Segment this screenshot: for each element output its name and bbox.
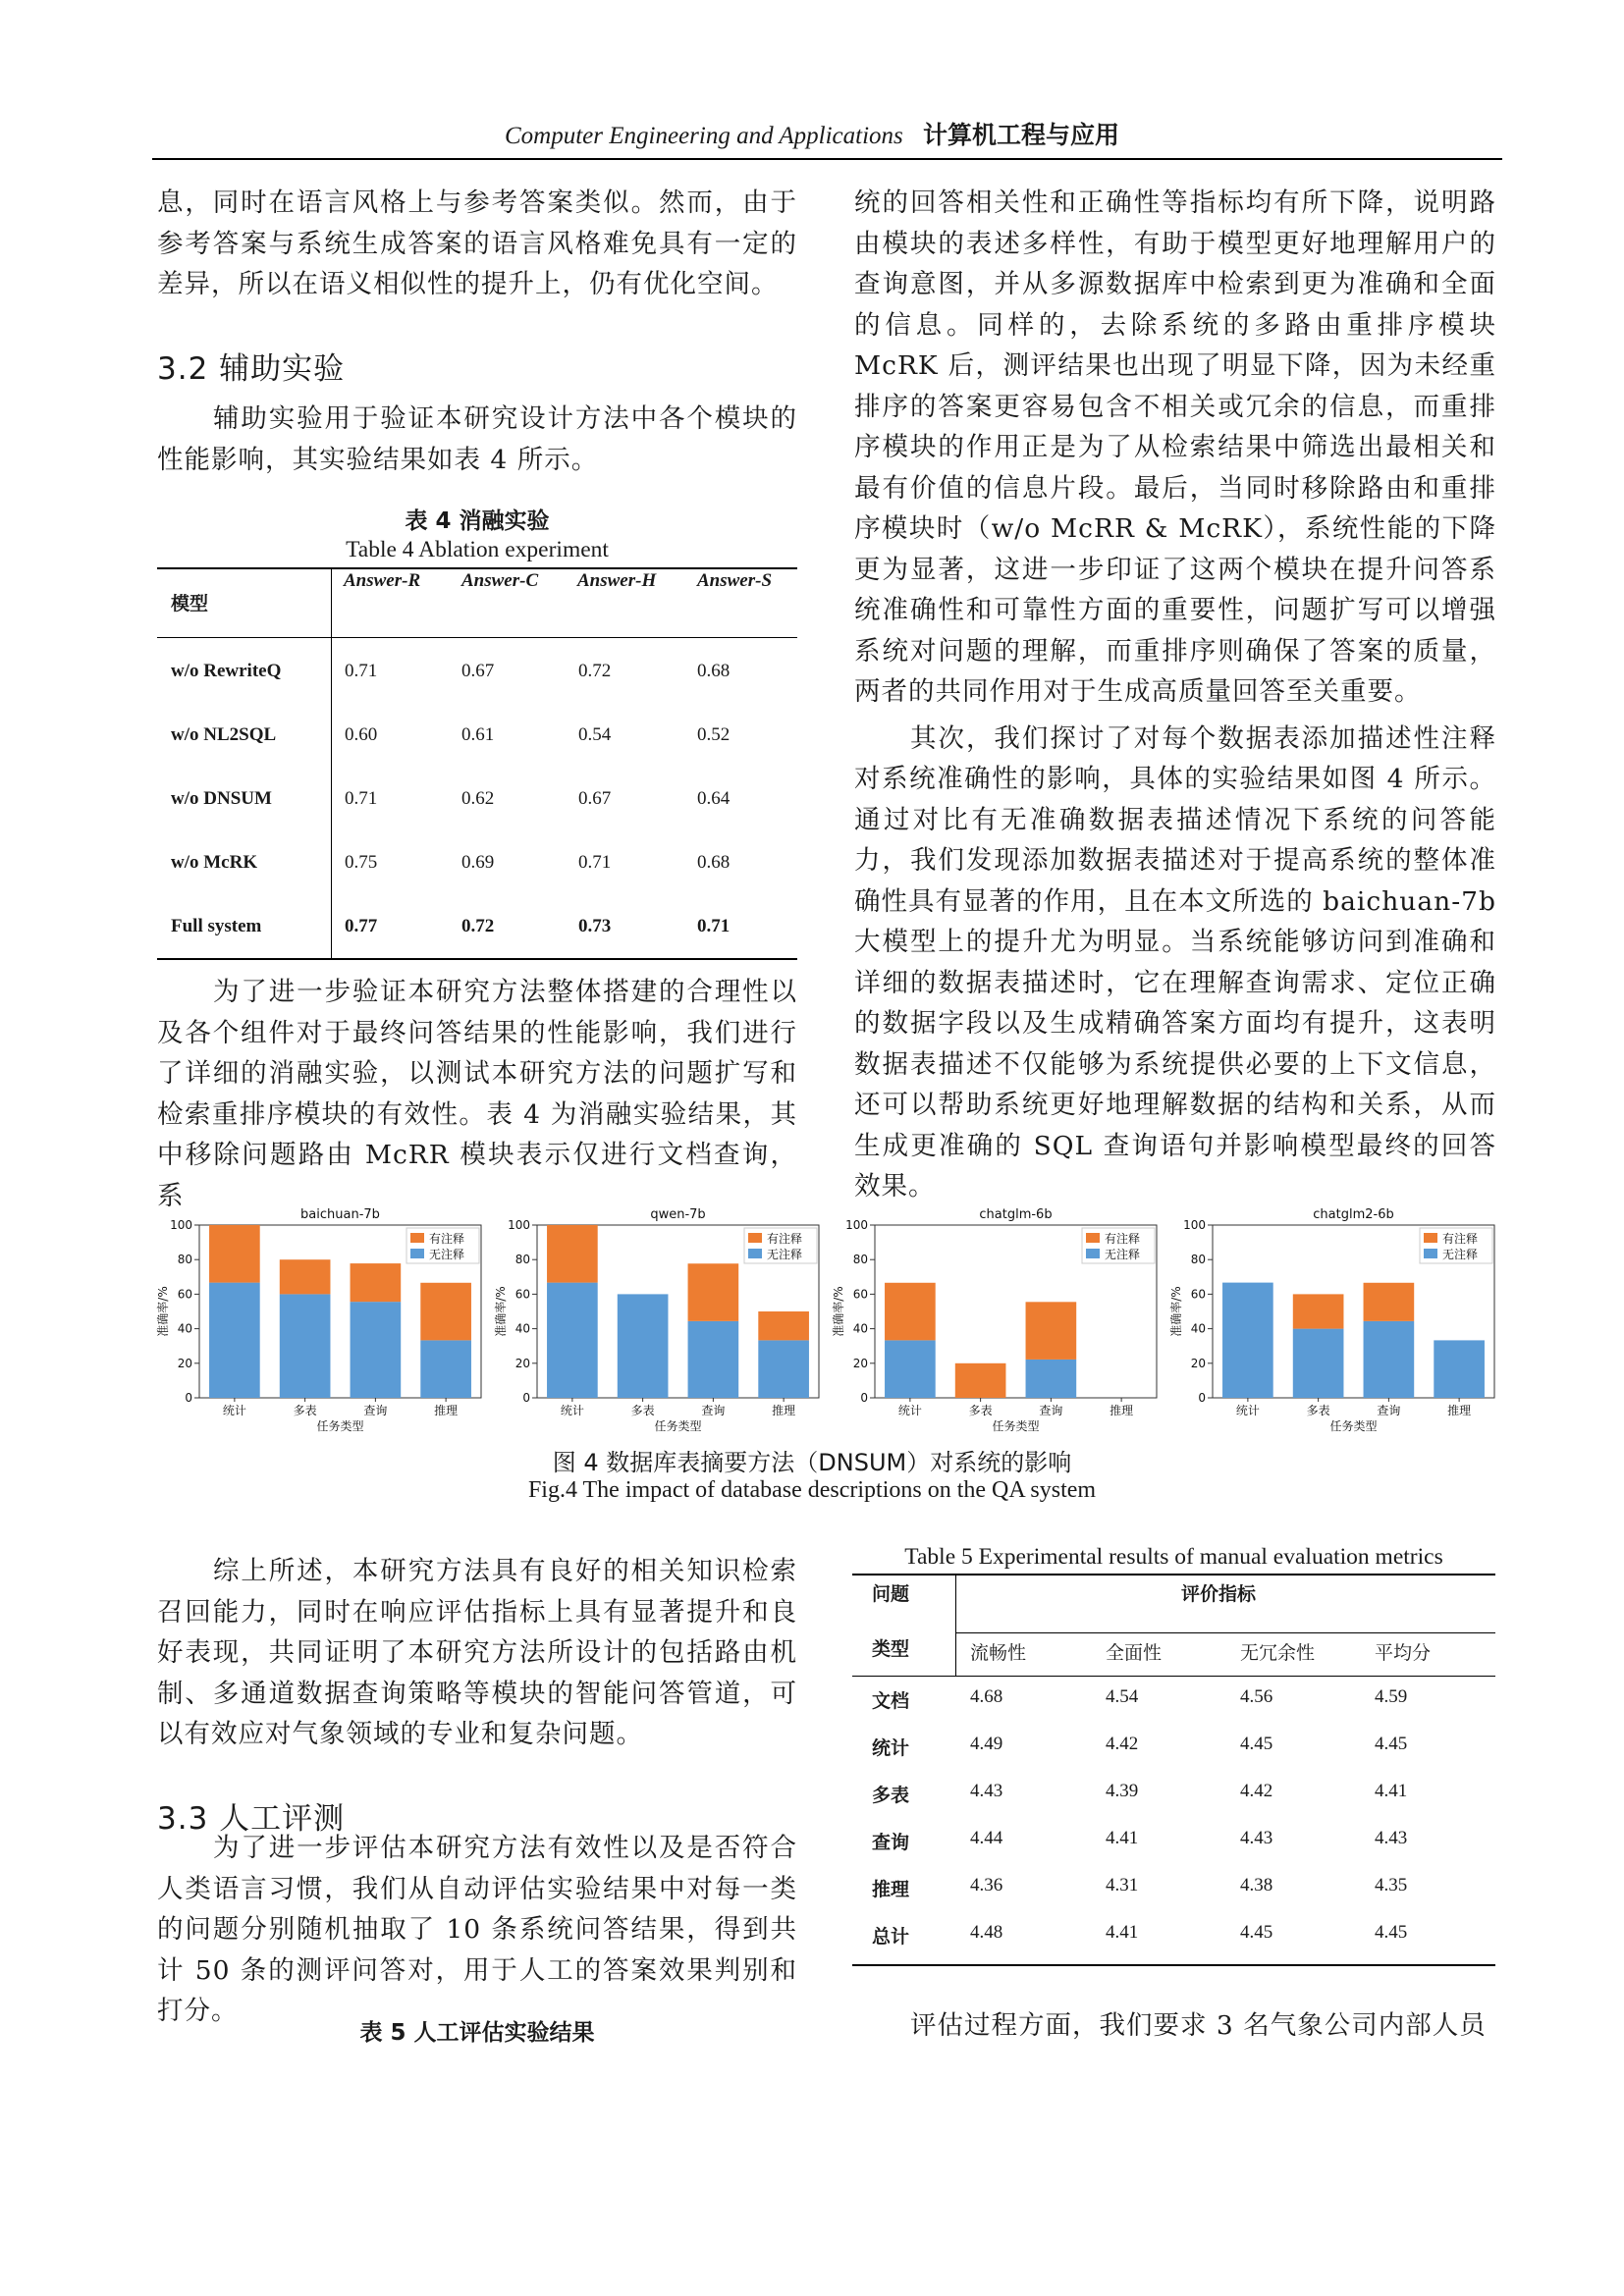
x-axis-label: 任务类型 xyxy=(316,1419,364,1433)
table-rule xyxy=(955,1632,1495,1633)
legend-label: 无注释 xyxy=(1105,1248,1141,1261)
y-tick-label: 40 xyxy=(852,1321,868,1336)
table-row-label: w/o McRK xyxy=(171,852,258,873)
table-row-label: Full system xyxy=(171,916,262,936)
y-tick-label: 80 xyxy=(1190,1253,1206,1267)
bar-segment xyxy=(758,1340,809,1398)
table-cell: 4.45 xyxy=(1240,1922,1273,1943)
table-cell: 4.48 xyxy=(970,1922,1003,1943)
y-tick-label: 20 xyxy=(177,1356,192,1370)
table5-col-header: 流畅性 xyxy=(970,1642,1027,1664)
y-tick-label: 20 xyxy=(1190,1356,1206,1370)
header-rule xyxy=(152,158,1502,160)
x-axis-label: 任务类型 xyxy=(992,1419,1040,1433)
table-cell: 4.43 xyxy=(1375,1828,1408,1848)
table-cell: 0.71 xyxy=(345,788,378,809)
table-rule xyxy=(852,1574,1495,1575)
table5-col-header: 无冗余性 xyxy=(1240,1642,1316,1664)
table-cell: 4.41 xyxy=(1106,1922,1139,1943)
table4-caption-en: Table 4 Ablation experiment xyxy=(346,537,609,562)
table-vrule xyxy=(955,1574,956,1677)
ablation-paragraph-wrap xyxy=(157,972,797,1216)
x-tick-label: 查询 xyxy=(1377,1404,1401,1417)
right-paragraph-1: 统的回答相关性和正确性等指标均有所下降，说明路由模块的表述多样性，有助于模型更好地理解用户的查询意图，并从多源数据库中检索到更为准确和全面的信息。同样的，去除系统的多路由重排序模块 McRK 后，测评结果也出现了明显下降，因为未经重排序的答案更容易包含不相关或冗余的信息，而重排序模块的作用正是为了从检索结果中筛选出最相关和最有价值的信息片段。最后，当同时移除路由和重排序模块时（w/o McRR & McRK），系统性能的下降更为显著，这进一步印证了这两个模块在提升问答系统准确性和可靠性方面的重要性，问题扩写可以增强系统对问题的理解，而重排序则确保了答案的质量，两者的共同作用对于生成高质量回答至关重要。 xyxy=(854,187,1496,707)
table-row-label: 统计 xyxy=(872,1737,910,1759)
bar-segment xyxy=(280,1294,331,1398)
legend-swatch xyxy=(1424,1233,1437,1243)
table-cell: 0.67 xyxy=(461,661,495,681)
table5-col-header: 平均分 xyxy=(1375,1642,1432,1664)
bar-segment xyxy=(1222,1283,1273,1398)
x-tick-label: 统计 xyxy=(897,1404,922,1417)
table-cell: 0.71 xyxy=(697,916,731,936)
table-row-label: w/o NL2SQL xyxy=(171,724,277,745)
legend-label: 有注释 xyxy=(767,1232,803,1246)
bar-segment xyxy=(209,1283,260,1398)
bar-segment xyxy=(885,1283,936,1341)
figure4-charts xyxy=(155,1205,1502,1441)
x-tick-label: 推理 xyxy=(434,1404,459,1417)
x-tick-label: 统计 xyxy=(222,1404,246,1417)
table-cell: 4.44 xyxy=(970,1828,1003,1848)
table-cell: 0.68 xyxy=(697,661,731,681)
x-tick-label: 多表 xyxy=(968,1404,993,1417)
table5-caption-en: Table 5 Experimental results of manual evaluation metrics xyxy=(904,1544,1443,1570)
table4-col-header: Answer-R xyxy=(344,570,421,591)
table-cell: 0.64 xyxy=(697,788,731,809)
legend-swatch xyxy=(410,1233,424,1243)
x-axis-label: 任务类型 xyxy=(654,1419,702,1433)
y-tick-label: 100 xyxy=(508,1218,530,1232)
bar-segment xyxy=(280,1259,331,1294)
bar-segment xyxy=(1293,1294,1344,1328)
table-cell: 0.75 xyxy=(345,852,378,873)
legend-swatch xyxy=(1086,1233,1100,1243)
table4-col-header: Answer-H xyxy=(577,570,657,591)
table-cell: 4.68 xyxy=(970,1686,1003,1707)
table5-head-left-top: 问题 xyxy=(872,1583,910,1605)
bar-segment xyxy=(1293,1329,1344,1398)
y-axis-label: 准确率/% xyxy=(832,1286,845,1337)
summary-paragraph: 综上所述，本研究方法具有良好的相关知识检索召回能力，同时在响应评估指标上具有显著提升和良好表现，共同证明了本研究方法所设计的包括路由机制、多通道数据查询策略等模块的智能问答管道，可以有效应对气象领域的专业和复杂问题。 xyxy=(157,1556,797,1749)
journal-title-zh: 计算机工程与应用 xyxy=(923,121,1120,149)
table-cell: 4.43 xyxy=(1240,1828,1273,1848)
x-tick-label: 推理 xyxy=(1447,1404,1472,1417)
table-cell: 0.72 xyxy=(578,661,612,681)
bar-segment xyxy=(351,1263,402,1302)
ablation-paragraph: 为了进一步验证本研究方法整体搭建的合理性以及各个组件对于最终问答结果的性能影响，我们进行了详细的消融实验，以测试本研究方法的问题扩写和检索重排序模块的有效性。表 4 为消融实验结果，其中移除问题路由 McRR 模块表示仅进行文档查询，系 xyxy=(157,977,797,1211)
chart-title: chatglm-6b xyxy=(979,1207,1053,1222)
x-tick-label: 查询 xyxy=(1039,1404,1063,1417)
legend-label: 有注释 xyxy=(1105,1232,1141,1246)
table5-col-header: 全面性 xyxy=(1106,1642,1163,1664)
y-axis-label: 准确率/% xyxy=(494,1286,508,1337)
table4-ablation xyxy=(157,567,797,962)
y-tick-label: 0 xyxy=(1198,1391,1206,1405)
bar-segment xyxy=(618,1294,669,1398)
bar-segment xyxy=(420,1283,471,1341)
table-cell: 4.45 xyxy=(1375,1922,1408,1943)
section-title-3-3: 3.3 人工评测 xyxy=(157,1801,346,1837)
x-tick-label: 推理 xyxy=(772,1404,796,1417)
journal-title-en: Computer Engineering and Applications xyxy=(504,123,903,149)
intro-paragraph: 息，同时在语言风格上与参考答案类似。然而，由于参考答案与系统生成答案的语言风格难免具有一定的差异，所以在语义相似性的提升上，仍有优化空间。 xyxy=(157,187,797,299)
table-rule xyxy=(157,958,797,960)
table4-caption-zh: 表 4 消融实验 xyxy=(405,508,550,534)
table-cell: 4.43 xyxy=(970,1781,1003,1801)
right-paragraph-2: 其次，我们探讨了对每个数据表添加描述性注释对系统准确性的影响，具体的实验结果如图 4 所示。通过对比有无准确数据表描述情况下系统的问答能力，我们发现添加数据表描述对于提高系统的整体准确性具有显著的作用，且在本文所选的 baichuan-7b 大模型上的提升尤为明显。当系统能够访问到准确和详细的数据表描述时，它在理解查询需求、定位正确的数据字段以及生成精确答案方面均有提升，这表明数据表描述不仅能够为系统提供必要的上下文信息，还可以帮助系统更好地理解数据的结构和关系，从而生成更准确的 SQL 查询语句并影响模型最终的回答效果。 xyxy=(854,722,1496,1201)
bar-segment xyxy=(1026,1302,1077,1360)
y-tick-label: 60 xyxy=(1190,1287,1206,1302)
table-rule xyxy=(157,637,797,638)
table-cell: 4.36 xyxy=(970,1875,1003,1896)
table-cell: 4.45 xyxy=(1375,1734,1408,1754)
table-cell: 0.73 xyxy=(578,916,612,936)
legend-label: 有注释 xyxy=(429,1232,465,1246)
y-tick-label: 100 xyxy=(845,1218,868,1232)
y-tick-label: 20 xyxy=(514,1356,530,1370)
summary-paragraph-wrap xyxy=(157,1551,797,1755)
legend-label: 无注释 xyxy=(1442,1248,1479,1261)
table-row-label: 多表 xyxy=(872,1785,910,1806)
aux-paragraph-wrap xyxy=(157,399,797,480)
table-cell: 0.62 xyxy=(461,788,495,809)
table-row-label: 文档 xyxy=(872,1690,910,1712)
table4-col-header: Answer-S xyxy=(697,570,773,591)
table-cell: 4.41 xyxy=(1106,1828,1139,1848)
bar-segment xyxy=(885,1340,936,1398)
left-column xyxy=(157,183,797,305)
table-cell: 0.71 xyxy=(578,852,612,873)
table-row-label: 推理 xyxy=(872,1879,910,1900)
x-tick-label: 多表 xyxy=(1306,1404,1330,1417)
bar-segment xyxy=(1364,1283,1415,1321)
bar-segment xyxy=(758,1311,809,1340)
y-tick-label: 60 xyxy=(514,1287,530,1302)
table-row-label: 总计 xyxy=(872,1926,910,1948)
table-cell: 0.71 xyxy=(345,661,378,681)
table-cell: 4.54 xyxy=(1106,1686,1139,1707)
legend-swatch xyxy=(748,1249,762,1258)
legend-swatch xyxy=(1086,1249,1100,1258)
table-vrule xyxy=(331,567,332,960)
right-column xyxy=(854,183,1496,1207)
table5-caption-zh: 表 5 人工评估实验结果 xyxy=(359,2020,595,2046)
table-cell: 0.60 xyxy=(345,724,378,745)
bar-segment xyxy=(1434,1340,1485,1398)
table-cell: 0.54 xyxy=(578,724,612,745)
y-tick-label: 40 xyxy=(177,1321,192,1336)
chart-title: baichuan-7b xyxy=(300,1207,380,1222)
running-header xyxy=(0,116,1624,151)
y-tick-label: 80 xyxy=(852,1253,868,1267)
table-rule xyxy=(157,567,797,569)
bar-segment xyxy=(688,1321,739,1398)
table5-manual-eval xyxy=(852,1574,1495,1966)
figure4-svg xyxy=(155,1205,1502,1441)
y-axis-label: 准确率/% xyxy=(1169,1286,1183,1337)
table4-col-header: Answer-C xyxy=(461,570,539,591)
section-title-3-2: 3.2 辅助实验 xyxy=(157,351,346,387)
legend-label: 无注释 xyxy=(767,1248,803,1261)
table-cell: 4.31 xyxy=(1106,1875,1139,1896)
y-tick-label: 60 xyxy=(852,1287,868,1302)
table-rule xyxy=(852,1964,1495,1966)
bar-segment xyxy=(209,1225,260,1283)
y-tick-label: 80 xyxy=(514,1253,530,1267)
table-row-label: w/o DNSUM xyxy=(171,788,272,809)
table-row-label: w/o RewriteQ xyxy=(171,661,282,681)
bar-segment xyxy=(547,1225,598,1283)
table-cell: 4.56 xyxy=(1240,1686,1273,1707)
x-axis-label: 任务类型 xyxy=(1329,1419,1378,1433)
table-cell: 0.77 xyxy=(345,916,378,936)
figure4-caption-zh: 图 4 数据库表摘要方法（DNSUM）对系统的影响 xyxy=(552,1449,1072,1476)
x-tick-label: 统计 xyxy=(1235,1404,1260,1417)
bar-segment xyxy=(1364,1321,1415,1398)
figure4-caption-en: Fig.4 The impact of database descriptions on the QA system xyxy=(527,1477,1097,1503)
table-cell: 4.38 xyxy=(1240,1875,1273,1896)
table-rule xyxy=(852,1676,1495,1677)
bar-segment xyxy=(420,1340,471,1398)
legend-label: 无注释 xyxy=(429,1248,465,1261)
last-paragraph: 评估过程方面，我们要求 3 名气象公司内部人员 xyxy=(910,2010,1487,2041)
x-tick-label: 多表 xyxy=(293,1404,317,1417)
x-tick-label: 查询 xyxy=(701,1404,726,1417)
chart-title: chatglm2-6b xyxy=(1313,1207,1394,1222)
section-3-2 xyxy=(157,344,797,388)
bar-segment xyxy=(547,1283,598,1398)
x-tick-label: 查询 xyxy=(363,1404,388,1417)
table-cell: 0.72 xyxy=(461,916,495,936)
y-tick-label: 100 xyxy=(1183,1218,1206,1232)
table5-head-left-bottom: 类型 xyxy=(872,1638,910,1660)
bar-segment xyxy=(1026,1360,1077,1398)
table-cell: 4.45 xyxy=(1240,1734,1273,1754)
y-tick-label: 40 xyxy=(514,1321,530,1336)
x-tick-label: 多表 xyxy=(630,1404,655,1417)
y-tick-label: 100 xyxy=(170,1218,192,1232)
aux-paragraph: 辅助实验用于验证本研究设计方法中各个模块的性能影响，其实验结果如表 4 所示。 xyxy=(157,403,797,475)
y-tick-label: 0 xyxy=(860,1391,868,1405)
table-cell: 4.35 xyxy=(1375,1875,1408,1896)
legend-swatch xyxy=(748,1233,762,1243)
table-cell: 0.67 xyxy=(578,788,612,809)
manual-paragraph-wrap xyxy=(157,1828,797,2032)
table-cell: 0.61 xyxy=(461,724,495,745)
last-paragraph-wrap xyxy=(854,2005,1496,2047)
table-cell: 4.41 xyxy=(1375,1781,1408,1801)
table-cell: 0.69 xyxy=(461,852,495,873)
table-cell: 4.49 xyxy=(970,1734,1003,1754)
bar-segment xyxy=(351,1302,402,1398)
chart-title: qwen-7b xyxy=(650,1207,706,1222)
y-tick-label: 80 xyxy=(177,1253,192,1267)
table-cell: 4.42 xyxy=(1240,1781,1273,1801)
table4-model-header: 模型 xyxy=(171,593,209,614)
x-tick-label: 统计 xyxy=(560,1404,584,1417)
x-tick-label: 推理 xyxy=(1110,1404,1134,1417)
table-cell: 0.68 xyxy=(697,852,731,873)
legend-swatch xyxy=(410,1249,424,1258)
table5-head-group: 评价指标 xyxy=(1181,1583,1257,1605)
table-cell: 4.59 xyxy=(1375,1686,1408,1707)
bar-segment xyxy=(688,1263,739,1321)
legend-label: 有注释 xyxy=(1442,1232,1479,1246)
y-tick-label: 40 xyxy=(1190,1321,1206,1336)
table-row-label: 查询 xyxy=(872,1832,910,1853)
y-tick-label: 0 xyxy=(522,1391,530,1405)
y-tick-label: 0 xyxy=(185,1391,192,1405)
y-axis-label: 准确率/% xyxy=(156,1286,170,1337)
y-tick-label: 20 xyxy=(852,1356,868,1370)
table-cell: 4.42 xyxy=(1106,1734,1139,1754)
bar-segment xyxy=(955,1363,1006,1398)
manual-paragraph: 为了进一步评估本研究方法有效性以及是否符合人类语言习惯，我们从自动评估实验结果中对每一类的问题分别随机抽取了 10 条系统问答结果，得到共计 50 条的测评问答对，用于人工的答案效果判别和打分。 xyxy=(157,1833,797,2026)
table-cell: 0.52 xyxy=(697,724,731,745)
legend-swatch xyxy=(1424,1249,1437,1258)
y-tick-label: 60 xyxy=(177,1287,192,1302)
table-cell: 4.39 xyxy=(1106,1781,1139,1801)
